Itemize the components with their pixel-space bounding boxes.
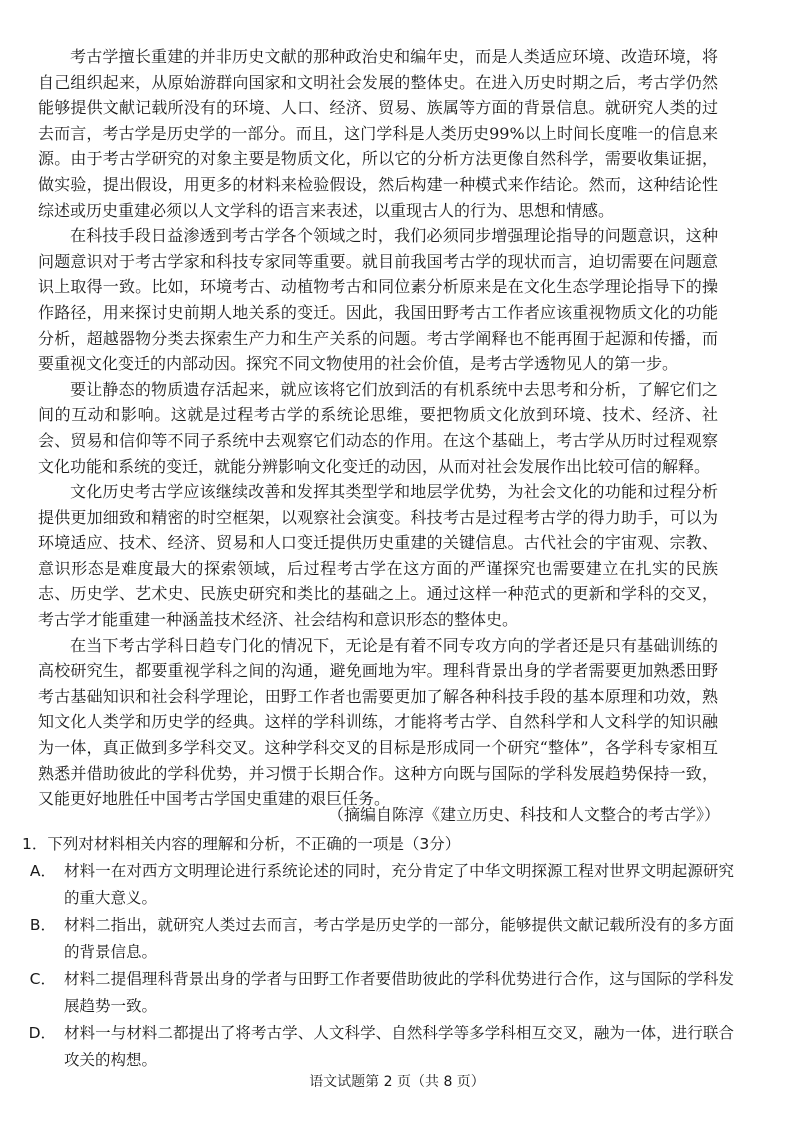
- question-1: [22, 831, 734, 1074]
- paragraph-3: 要让静态的物质遗存活起来，就应该将它们放到活的有机系统中去思考和分析，了解它们之间的互动和影响。这就是过程考古学的系统论思维，要把物质文化放到环境、技术、经济、社会、贸易和信仰等不同子系统中去观察它们动态的作用。在这个基础上，考古学从历时过程观察文化功能和系统的变迁，就能分辨影响文化变迁的动因，从而对社会发展作出比较可信的解释。: [38, 379, 718, 476]
- question-stem: 1．下列对材料相关内容的理解和分析，不正确的一项是（3分）: [22, 835, 461, 853]
- reading-passage: [38, 44, 718, 812]
- page-footer: 语文试题第 2 页（共 8 页）: [309, 1074, 485, 1090]
- option-c: [22, 966, 734, 1020]
- paragraph-4: 文化历史考古学应该继续改善和发挥其类型学和地层学优势，为社会文化的功能和过程分析提供更加细致和精密的时空框架，以观察社会演变。科技考古是过程考古学的得力助手，可以为环境适应、技术、经济、贸易和人口变迁提供历史重建的关键信息。古代社会的宇宙观、宗教、意识形态是难度最大的探索领域，后过程考古学在这方面的严谨探究也需要建立在扎实的民族志、历史学、艺术史、民族史研究和类比的基础之上。通过这样一种范式的更新和学科的交叉，考古学才能重建一种涵盖技术经济、社会结构和意识形态的整体史。: [38, 482, 718, 630]
- option-b: [22, 912, 734, 966]
- option-a: [22, 858, 734, 912]
- option-letter: D．: [28, 1024, 56, 1042]
- paragraph-2: 在科技手段日益渗透到考古学各个领域之时，我们必须同步增强理论指导的问题意识，这种问题意识对于考古学家和科技专家同等重要。就目前我国考古学的现状而言，迫切需要在问题意识上取得一致。比如，环境考古、动植物考古和同位素分析原来是在文化生态学理论指导下的操作路径，用来探讨史前期人地关系的变迁。因此，我国田野考古工作者应该重视物质文化的功能分析，超越器物分类去探索生产力和生产关系的问题。考古学阐释也不能再囿于起源和传播，而要重视文化变迁的内部动因。探究不同文物使用的社会价值，是考古学透物见人的第一步。: [38, 226, 718, 374]
- passage-source: （摘编自陈淳《建立历史、科技和人文整合的考古学》）: [327, 805, 720, 824]
- option-text: 材料一在对西方文明理论进行系统论述的同时，充分肯定了中华文明探源工程对世界文明起源研究的重大意义。: [64, 862, 734, 907]
- option-d: [22, 1020, 734, 1074]
- option-letter: B．: [29, 916, 56, 934]
- option-letter: C．: [29, 970, 56, 988]
- paragraph-1: 考古学擅长重建的并非历史文献的那种政治史和编年史，而是人类适应环境、改造环境，将自己组织起来，从原始游群向国家和文明社会发展的整体史。在进入历史时期之后，考古学仍然能够提供文献记载所没有的环境、人口、经济、贸易、族属等方面的背景信息。就研究人类的过去而言，考古学是历史学的一部分。而且，这门学科是人类历史99%以上时间长度唯一的信息来源。由于考古学研究的对象主要是物质文化，所以它的分析方法更像自然科学，需要收集证据，做实验，提出假设，用更多的材料来检验假设，然后构建一种模式来作结论。然而，这种结论性综述或历史重建必须以人文学科的语言来表述，以重现古人的行为、思想和情感。: [38, 47, 718, 220]
- option-text: 材料二提倡理科背景出身的学者与田野工作者要借助彼此的学科优势进行合作，这与国际的学科发展趋势一致。: [64, 970, 734, 1015]
- paragraph-5: 在当下考古学科日趋专门化的情况下，无论是有着不同专攻方向的学者还是只有基础训练的高校研究生，都要重视学科之间的沟通，避免画地为牢。理科背景出身的学者需要更加熟悉田野考古基础知识和社会科学理论，田野工作者也需要更加了解各种科技手段的基本原理和功效，熟知文化人类学和历史学的经典。这样的学科训练，才能将考古学、自然科学和人文科学的知识融为一体，真正做到多学科交叉。这种学科交叉的目标是形成同一个研究“整体”，各学科专家相互熟悉并借助彼此的学科优势，并习惯于长期合作。这种方向既与国际的学科发展趋势保持一致，又能更好地胜任中国考古学国史重建的艰巨任务。: [38, 635, 718, 809]
- option-text: 材料二指出，就研究人类过去而言，考古学是历史学的一部分，能够提供文献记载所没有的多方面的背景信息。: [64, 916, 734, 961]
- option-letter: A．: [29, 862, 56, 880]
- option-text: 材料一与材料二都提出了将考古学、人文科学、自然科学等多学科相互交叉，融为一体，进行联合攻关的构想。: [64, 1024, 734, 1069]
